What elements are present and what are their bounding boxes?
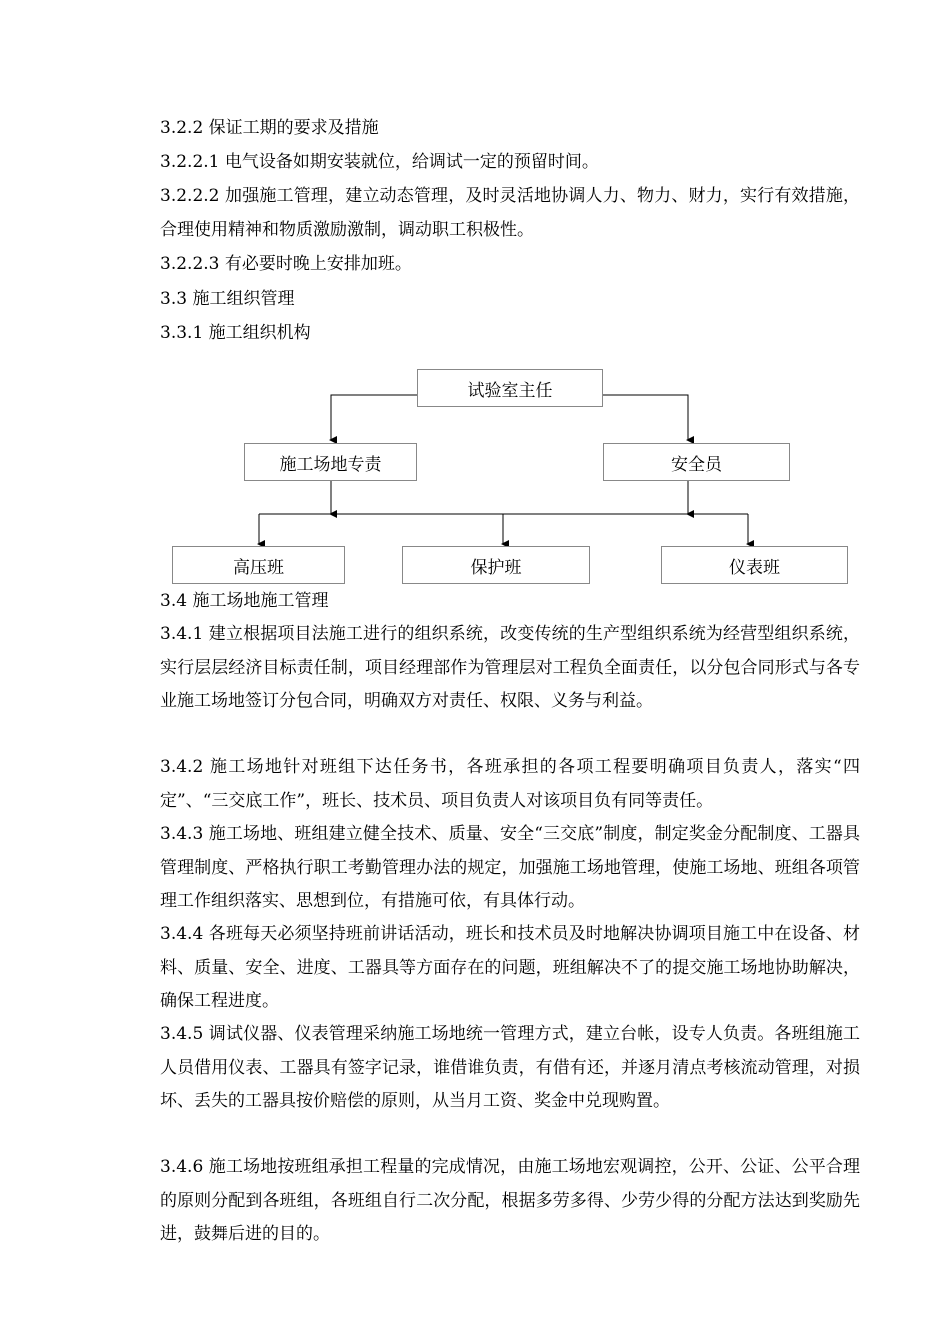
paragraph-3-4-6: 3.4.6 施工场地按班组承担工程量的完成情况，由施工场地宏观调控，公开、公证、公平合理的原则分配到各班组，各班组自行二次分配，根据多劳多得、少劳少得的分配方法达到奖励先进，鼓舞后进的目的。 [160,1157,860,1244]
paragraph-3-4-3: 3.4.3 施工场地、班组建立健全技术、质量、安全“三交底”制度，制定奖金分配制度、工器具管理制度、严格执行职工考勤管理办法的规定，加强施工场地管理，使施工场地、班组各项管理工作组织落实、思想到位，有措施可依，有具体行动。 [160,824,860,911]
heading-3-2-2: 3.2.2 保证工期的要求及措施 [160,118,379,138]
paragraph-3-2-2-3: 3.2.2.3 有必要时晚上安排加班。 [160,254,412,274]
heading-3-3-1: 3.3.1 施工组织机构 [160,323,311,343]
paragraph-3-4-4: 3.4.4 各班每天必须坚持班前讲话活动，班长和技术员及时地解决协调项目施工中在设备、材料、质量、安全、进度、工器具等方面存在的问题，班组解决不了的提交施工场地协助解决，确保工程进度。 [160,924,860,1011]
heading-3-3: 3.3 施工组织管理 [160,289,295,309]
paragraph-3-4-1: 3.4.1 建立根据项目法施工进行的组织系统，改变传统的生产型组织系统为经营型组织系统，实行层层经济目标责任制，项目经理部作为管理层对工程负全面责任，以分包合同形式与各专业施工场地签订分包合同，明确双方对责任、权限、义务与利益。 [160,624,860,711]
paragraph-3-4-2: 3.4.2 施工场地针对班组下达任务书，各班承担的各项工程要明确项目负责人，落实“四定”、“三交底工作”，班长、技术员、项目负责人对该项目负有同等责任。 [160,757,860,811]
heading-3-4: 3.4 施工场地施工管理 [160,591,329,611]
org-node-lab-director: 试验室主任 [417,369,603,407]
org-node-safety-officer: 安全员 [603,443,790,481]
org-node-high-voltage-team: 高压班 [172,546,345,584]
org-node-site-supervisor: 施工场地专责 [244,443,417,481]
org-node-instrument-team: 仪表班 [661,546,848,584]
paragraph-3-4-5: 3.4.5 调试仪器、仪表管理采纳施工场地统一管理方式，建立台帐，设专人负责。各班组施工人员借用仪表、工器具有签字记录，谁借谁负责，有借有还，并逐月清点考核流动管理，对损坏、丢失的工器具按价赔偿的原则，从当月工资、奖金中兑现购置。 [160,1024,860,1111]
paragraph-3-2-2-2: 3.2.2.2 加强施工管理，建立动态管理，及时灵活地协调人力、物力、财力，实行有效措施，合理使用精神和物质激励激制，调动职工积极性。 [160,186,860,240]
paragraph-3-2-2-1: 3.2.2.1 电气设备如期安装就位，给调试一定的预留时间。 [160,152,599,172]
org-node-protection-team: 保护班 [402,546,590,584]
